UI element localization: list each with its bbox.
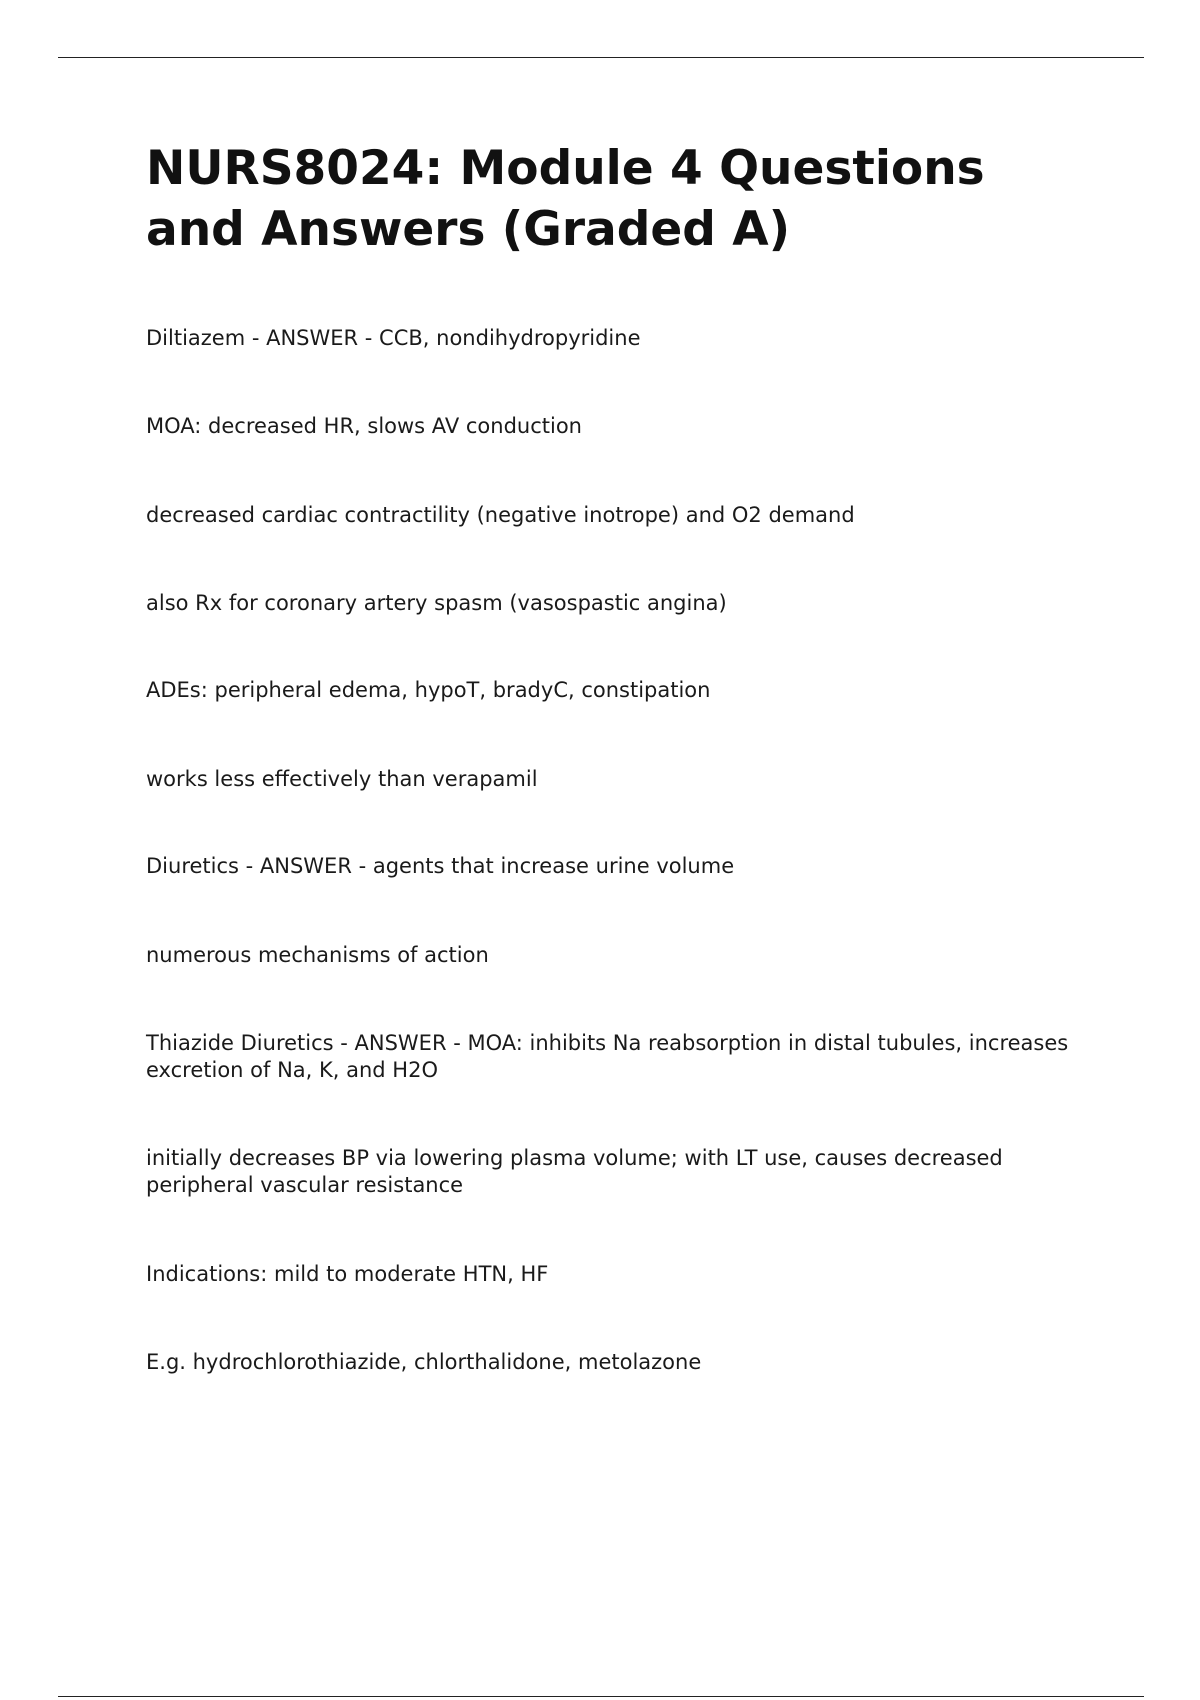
- qa-entry: ADEs: peripheral edema, hypoT, bradyC, constipation: [146, 678, 711, 702]
- document-header: [146, 138, 1086, 260]
- bottom-divider: [58, 1696, 1144, 1697]
- qa-entry: works less effectively than verapamil: [146, 767, 538, 791]
- qa-entry: decreased cardiac contractility (negative inotrope) and O2 demand: [146, 503, 855, 527]
- qa-entry: E.g. hydrochlorothiazide, chlorthalidone, metolazone: [146, 1350, 702, 1374]
- qa-entry: MOA: decreased HR, slows AV conduction: [146, 414, 582, 438]
- qa-entry: numerous mechanisms of action: [146, 943, 489, 967]
- qa-entry: Diuretics - ANSWER - agents that increase urine volume: [146, 854, 735, 878]
- qa-entry: Diltiazem - ANSWER - CCB, nondihydropyridine: [146, 326, 641, 350]
- top-divider: [58, 57, 1144, 58]
- qa-entry: Thiazide Diuretics - ANSWER - MOA: inhibits Na reabsorption in distal tubules, increases excretion of Na, K, and H2O: [146, 1031, 1069, 1082]
- qa-entry: Indications: mild to moderate HTN, HF: [146, 1262, 549, 1286]
- qa-entry: initially decreases BP via lowering plasma volume; with LT use, causes decreased peripheral vascular resistance: [146, 1146, 1003, 1197]
- document-title: NURS8024: Module 4 Questions and Answers (Graded A): [146, 141, 985, 257]
- qa-entry: also Rx for coronary artery spasm (vasospastic angina): [146, 591, 727, 615]
